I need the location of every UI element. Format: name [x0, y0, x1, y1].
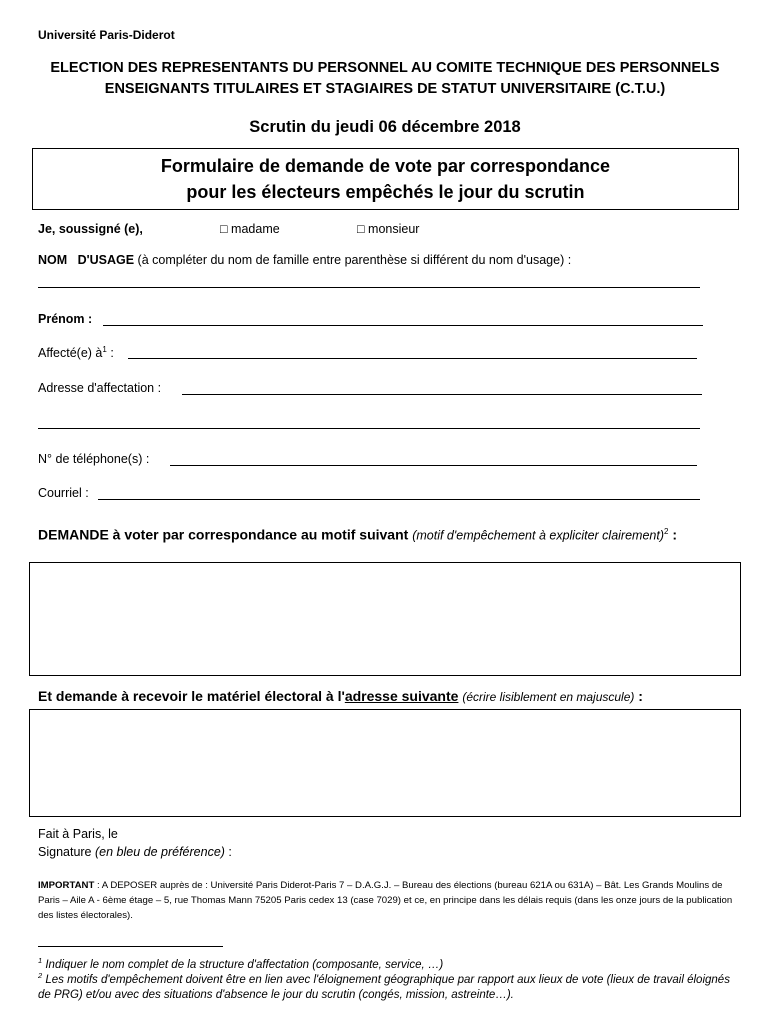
et-demande-colon: :	[634, 688, 643, 704]
nom-usage-hint: (à compléter du nom de famille entre parenthèse si différent du nom d'usage) :	[137, 253, 572, 267]
scrutin-date: Scrutin du jeudi 06 décembre 2018	[249, 118, 521, 136]
monsieur-option[interactable]	[357, 222, 419, 236]
nom-usage-field[interactable]	[38, 287, 700, 288]
courriel-label: Courriel :	[38, 486, 89, 500]
madame-label: madame	[231, 222, 280, 236]
soussigne-label: Je, soussigné (e),	[38, 222, 143, 236]
fait-signature-block	[38, 825, 232, 861]
demande-footnote-ref: 2	[664, 527, 669, 536]
important-label: IMPORTANT	[38, 880, 95, 891]
footnote-2-text: Les motifs d'empêchement doivent être en lien avec l'éloignement géographique par rapport aux lieux de vote (lieux de travail éloignés de PRG) et/ou avec des situations d'absence le jour du scrutin (congés, mission, astreinte…).	[38, 973, 730, 1001]
important-notice	[38, 878, 738, 923]
madame-option[interactable]	[220, 222, 280, 236]
footnote-2-number: 2	[38, 971, 43, 980]
madame-checkbox-icon[interactable]: □	[220, 222, 228, 236]
et-demande-underlined-text: adresse suivante	[344, 688, 459, 704]
affecte-field[interactable]	[128, 358, 697, 359]
signature-label: Signature	[38, 845, 92, 859]
affecte-label: Affecté(e) à	[38, 346, 103, 361]
motif-text-box[interactable]	[29, 562, 741, 676]
adresse-affectation-label: Adresse d'affectation :	[38, 381, 162, 395]
important-text: : A DEPOSER auprès de : Université Paris Diderot-Paris 7 – D.A.G.J. – Bureau des élections (bureau 621A ou 631A) – Bât. Les Grands Moulins de Paris – Aile A - 6ème étage – 5, rue Thomas Mann 75205 Paris cedex 13 (case 7029) et ce, en principe dans les délais requis (dans les onze jours de la publication des listes électorales).	[38, 880, 733, 921]
footnote-2	[38, 968, 738, 1003]
form-title-line2: pour les électeurs empêchés le jour du scrutin	[186, 182, 585, 202]
adresse-text-box[interactable]	[29, 709, 741, 817]
affecte-row	[38, 345, 114, 360]
footnote-divider	[38, 946, 223, 947]
form-title-box	[32, 148, 739, 210]
affecte-footnote-ref: 1	[102, 345, 107, 354]
et-demande-bold-text: Et demande à recevoir le matériel électoral à l'	[38, 688, 345, 704]
telephone-label: N° de téléphone(s) :	[38, 452, 150, 466]
courriel-field[interactable]	[98, 499, 700, 500]
signature-hint: (en bleu de préférence)	[95, 845, 225, 859]
election-title-line1: ELECTION DES REPRESENTANTS DU PERSONNEL AU COMITE TECHNIQUE DES PERSONNELS	[50, 60, 720, 76]
monsieur-label: monsieur	[368, 222, 420, 236]
adresse-affectation-field[interactable]	[182, 394, 702, 395]
footnote-1-number: 1	[38, 956, 43, 965]
election-title-line2: ENSEIGNANTS TITULAIRES ET STAGIAIRES DE STATUT UNIVERSITAIRE (C.T.U.)	[104, 81, 666, 97]
demande-bold-text: DEMANDE à voter par correspondance au motif suivant	[38, 526, 409, 543]
affecte-colon: :	[106, 346, 114, 361]
adresse-affectation-field-2[interactable]	[38, 428, 700, 429]
demande-motif-heading	[38, 522, 732, 546]
prenom-field[interactable]	[103, 325, 703, 326]
signature-colon: :	[224, 845, 232, 859]
adresse-envoi-heading	[38, 688, 643, 704]
et-demande-italic-text: (écrire lisiblement en majuscule)	[462, 690, 635, 704]
nom-usage-label: NOM D'USAGE	[38, 253, 135, 267]
footnote-1-text: Indiquer le nom complet de la structure d'affectation (composante, service, …)	[42, 958, 444, 971]
university-name: Université Paris-Diderot	[38, 28, 175, 42]
signature-line	[38, 843, 232, 861]
prenom-label: Prénom :	[38, 312, 93, 326]
fait-a-paris: Fait à Paris, le	[38, 827, 118, 841]
monsieur-checkbox-icon[interactable]: □	[357, 222, 365, 236]
telephone-field[interactable]	[170, 465, 697, 466]
demande-italic-text: (motif d'empêchement à expliciter clairement)	[412, 528, 664, 543]
nom-usage-row	[38, 253, 571, 267]
form-title-line1: Formulaire de demande de vote par correspondance	[160, 156, 611, 176]
demande-colon: :	[668, 526, 678, 543]
